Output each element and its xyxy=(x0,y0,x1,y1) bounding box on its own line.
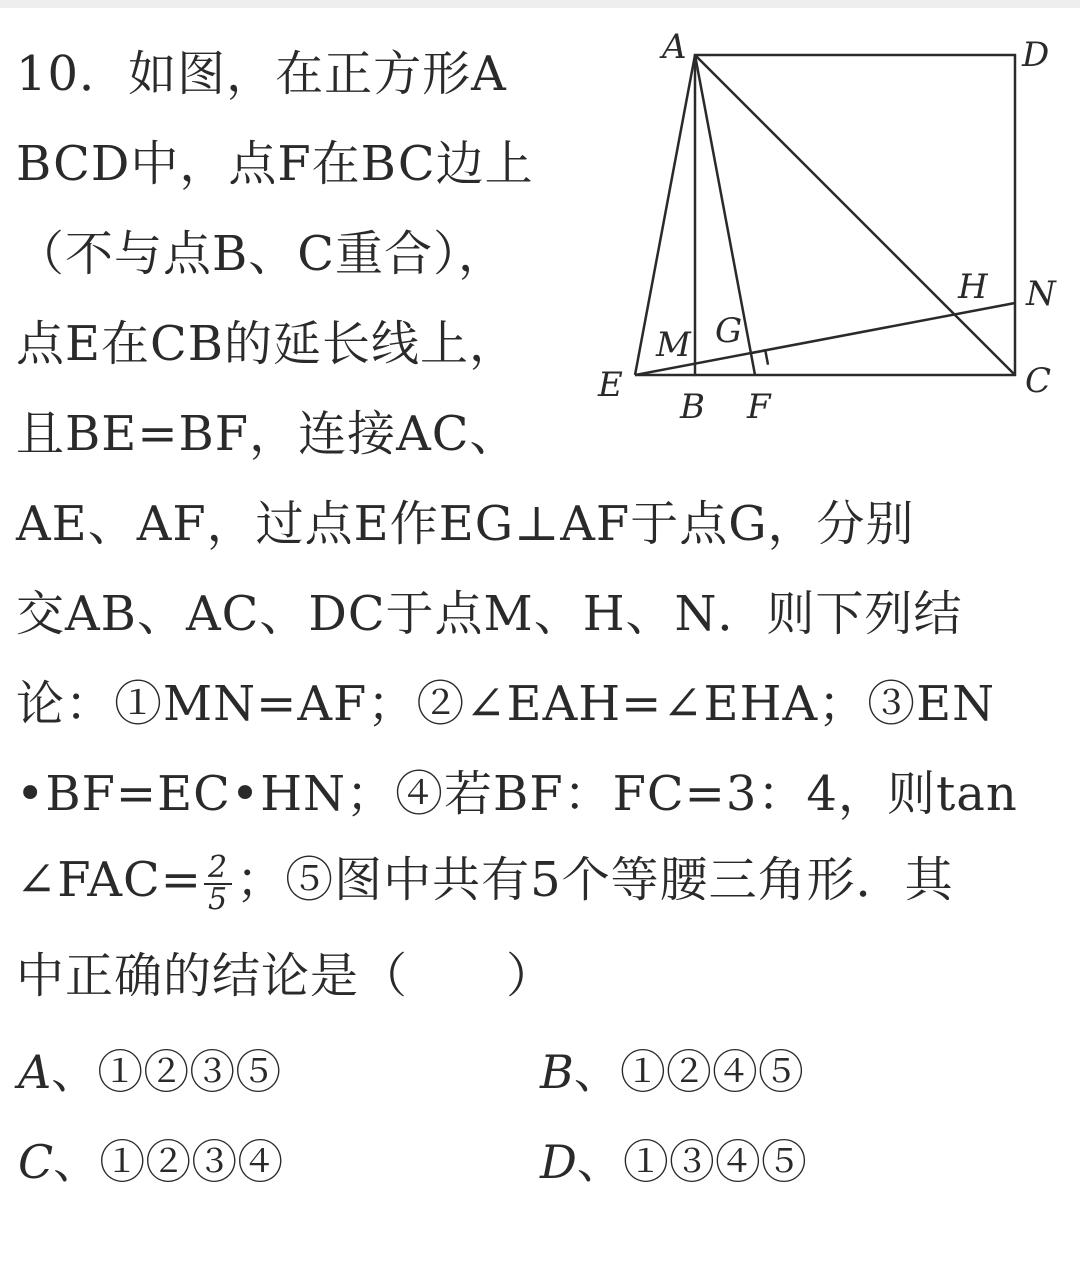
option-c-letter: C xyxy=(18,1135,54,1189)
top-divider xyxy=(0,0,1080,8)
question-line-2: BCD中，点F在BC边上 xyxy=(16,136,534,192)
option-d[interactable] xyxy=(540,1134,807,1190)
option-b[interactable] xyxy=(540,1044,804,1100)
question-line-6: AE、AF，过点E作EG⊥AF于点G，分别 xyxy=(16,496,915,552)
option-b-sep: 、 xyxy=(573,1045,620,1099)
square-figure xyxy=(590,30,1070,430)
option-a-sep: 、 xyxy=(51,1045,98,1099)
fraction-numerator: 2 xyxy=(204,853,232,885)
angle-expression: ∠FAC= xyxy=(16,852,202,908)
option-b-content: ①②④⑤ xyxy=(619,1045,804,1099)
question-line-10 xyxy=(16,849,954,917)
option-c[interactable] xyxy=(18,1134,283,1190)
segment-en xyxy=(635,303,1015,375)
option-a[interactable] xyxy=(18,1044,281,1100)
label-c: C xyxy=(1025,361,1052,401)
option-d-letter: D xyxy=(540,1135,577,1189)
option-b-letter: B xyxy=(540,1045,574,1099)
option-d-sep: 、 xyxy=(576,1135,623,1189)
question-line-4: 点E在CB的延长线上， xyxy=(16,316,519,372)
label-m: M xyxy=(656,325,691,365)
option-a-content: ①②③⑤ xyxy=(97,1045,282,1099)
label-d: D xyxy=(1022,35,1050,75)
label-b: B xyxy=(680,387,705,427)
label-e: E xyxy=(598,365,623,405)
question-line-11: 中正确的结论是（ ） xyxy=(16,948,556,1004)
label-f: F xyxy=(747,387,771,427)
label-h: H xyxy=(958,267,988,307)
option-c-content: ①②③④ xyxy=(99,1135,284,1189)
fraction-two-fifths xyxy=(204,849,232,917)
question-line-5: 且BE=BF，连接AC、 xyxy=(16,406,519,462)
option-c-sep: 、 xyxy=(53,1135,100,1189)
question-line-3: （不与点B、C重合）， xyxy=(16,226,508,282)
label-n: N xyxy=(1026,274,1056,314)
label-a: A xyxy=(662,30,687,67)
fraction-denominator: 5 xyxy=(207,881,229,917)
question-line-9: •BF=EC•HN；④若BF：FC=3：4，则tan xyxy=(16,766,1018,822)
question-line-7: 交AB、AC、DC于点M、H、N．则下列结 xyxy=(16,586,963,642)
option-d-content: ①③④⑤ xyxy=(622,1135,807,1189)
question-line-8: 论：①MN=AF；②∠EAH=∠EHA；③EN xyxy=(16,676,996,732)
conclusion-5-text: ；⑤图中共有5个等腰三角形．其 xyxy=(236,852,954,908)
diagonal-ac xyxy=(695,55,1015,375)
label-g: G xyxy=(715,311,743,351)
question-line-1: 10．如图，在正方形A xyxy=(16,46,507,102)
option-a-letter: A xyxy=(18,1045,52,1099)
